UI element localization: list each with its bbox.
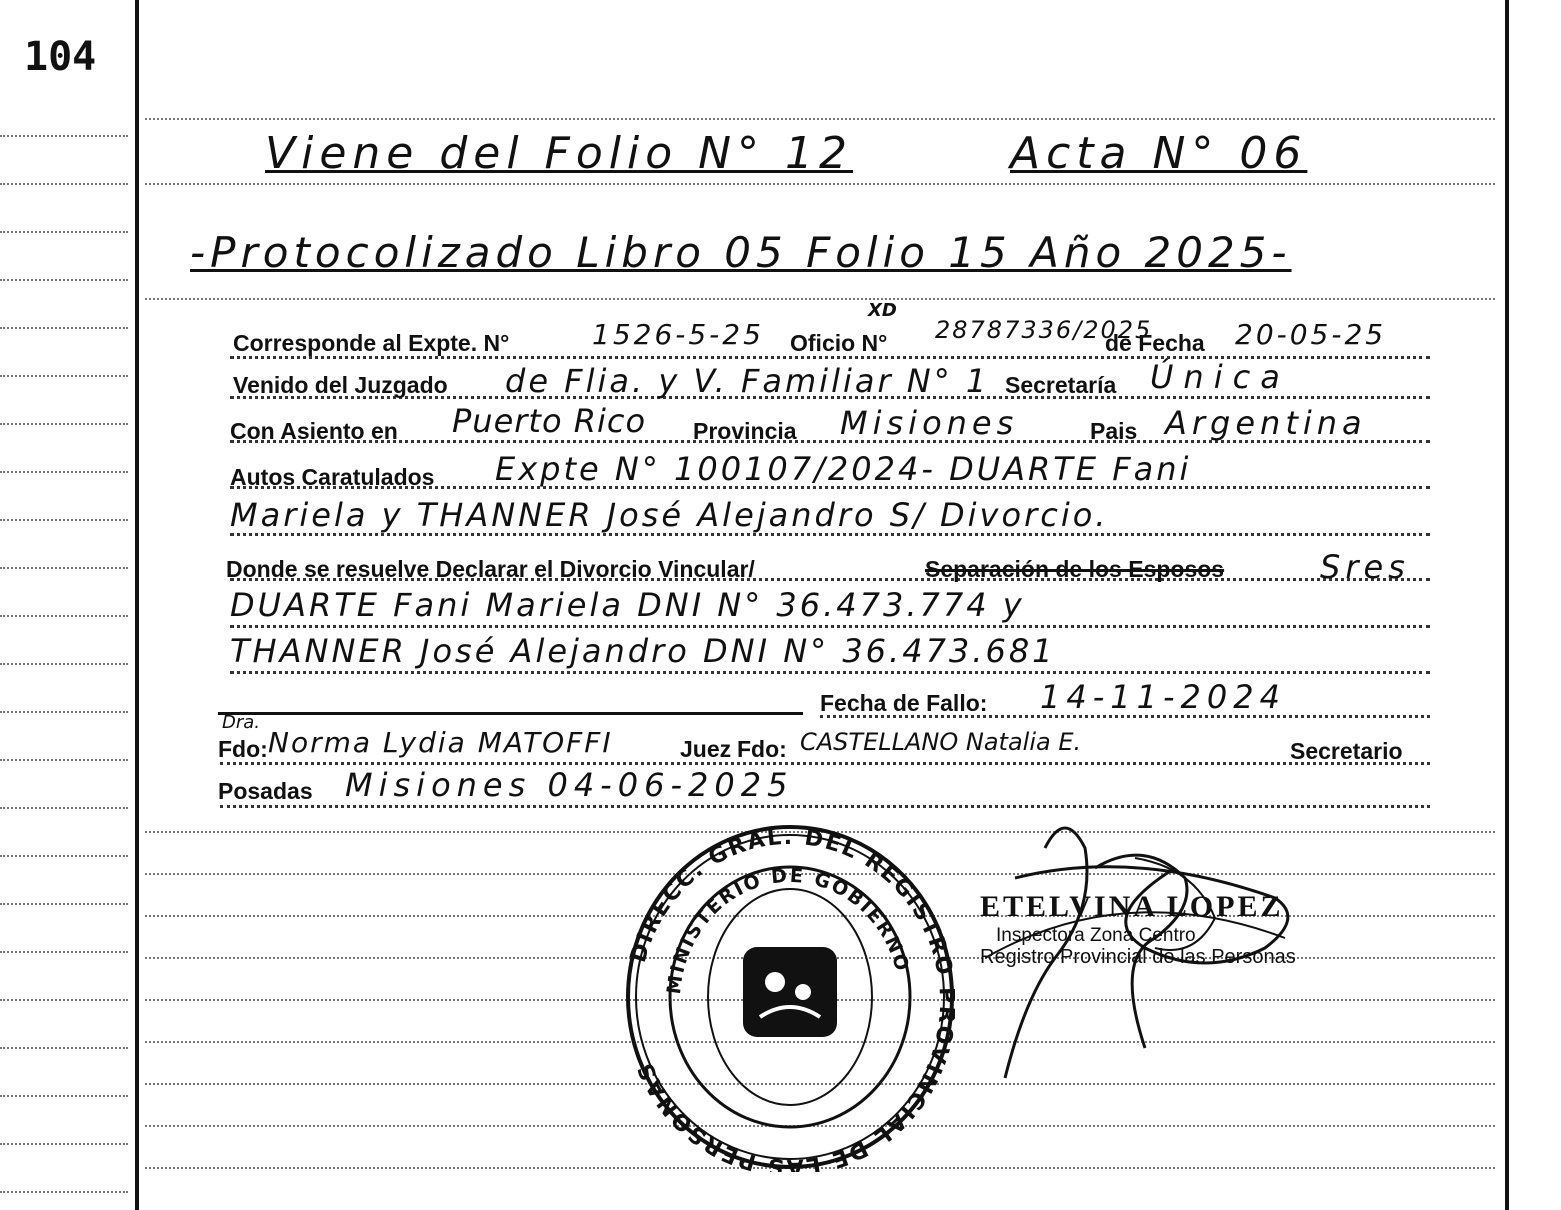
blank-line	[218, 712, 803, 715]
persona-2: THANNER José Alejandro DNI N° 36.473.681	[230, 632, 1056, 670]
autos-label: Autos Caratulados	[230, 464, 435, 490]
autos-value-line-2: Mariela y THANNER José Alejandro S/ Divorcio.	[230, 496, 1109, 534]
fecha-fallo-value: 14-11-2024	[1040, 678, 1286, 716]
posadas-label: Posadas	[218, 778, 313, 804]
oficio-superscript: XD	[868, 300, 897, 321]
right-margin-line	[1505, 0, 1509, 1210]
viene-del-folio: Viene del Folio N° 12	[265, 128, 854, 179]
secretaria-value: Única	[1150, 358, 1290, 396]
svg-text:DIRECC. GRAL. DEL REGISTRO PRO: DIRECC. GRAL. DEL REGISTRO OVINCIAL DE LAS PERSONAS	[625, 824, 955, 1172]
juez-name: Norma Lydia MATOFFI	[268, 726, 613, 759]
provincia-label: Provincia	[693, 418, 797, 444]
expte-value: 1526-5-25	[592, 318, 764, 351]
asiento-value: Puerto Rico	[452, 402, 647, 440]
resuelve-label: Donde se resuelve Declarar el Divorcio Vincular/	[226, 556, 755, 582]
corresponde-label: Corresponde al Expte. N°	[233, 330, 510, 356]
secretario-name: CASTELLANO Natalia E.	[800, 728, 1082, 756]
signatory-name: ETELVINA LOPEZ	[980, 890, 1284, 923]
fecha-label: de Fecha	[1105, 330, 1205, 356]
oficio-value: 28787336/2025	[935, 316, 1153, 344]
posadas-value: Misiones 04-06-2025	[345, 766, 794, 804]
protocolizado-line: -Protocolizado Libro 05 Folio 15 Año 2025-	[190, 228, 1292, 277]
sres-value: Sres	[1320, 548, 1410, 586]
venido-label: Venido del Juzgado	[233, 372, 448, 398]
svg-text:MINISTERIO DE GOBIERNO: MINISTERIO DE GOBIERNO	[662, 864, 914, 996]
autos-value-line-1: Expte N° 100107/2024- DUARTE Fani	[495, 450, 1192, 488]
persona-1: DUARTE Fani Mariela DNI N° 36.473.774 y	[230, 586, 1025, 624]
secretaria-label: Secretaría	[1005, 372, 1117, 398]
oficio-label: Oficio N°	[790, 330, 888, 356]
separacion-struck: Separación de los Esposos	[925, 556, 1225, 582]
page-number: 104	[24, 34, 97, 80]
fdo-label: Fdo:	[218, 736, 268, 762]
dra-prefix: Dra.	[222, 712, 261, 733]
acta-number: Acta N° 06	[1010, 128, 1308, 179]
asiento-label: Con Asiento en	[230, 418, 398, 444]
provincia-value: Misiones	[840, 404, 1019, 442]
secretario-label: Secretario	[1290, 738, 1403, 764]
pais-label: Pais	[1090, 418, 1138, 444]
signatory-office: Registro Provincial de las Personas	[980, 946, 1296, 969]
fdo2-label: Fdo:	[737, 736, 787, 762]
fecha-fallo-label: Fecha de Fallo:	[820, 690, 988, 716]
fecha-value: 20-05-25	[1235, 318, 1387, 351]
left-margin-line	[135, 0, 139, 1210]
signature-block	[980, 890, 1296, 969]
official-seal	[625, 822, 955, 1172]
juez-label: Juez	[680, 736, 732, 762]
pais-value: Argentina	[1165, 404, 1367, 442]
juzgado-value: de Flia. y V. Familiar N° 1	[505, 362, 990, 400]
signatory-title: Inspectora Zona Centro	[996, 924, 1196, 946]
